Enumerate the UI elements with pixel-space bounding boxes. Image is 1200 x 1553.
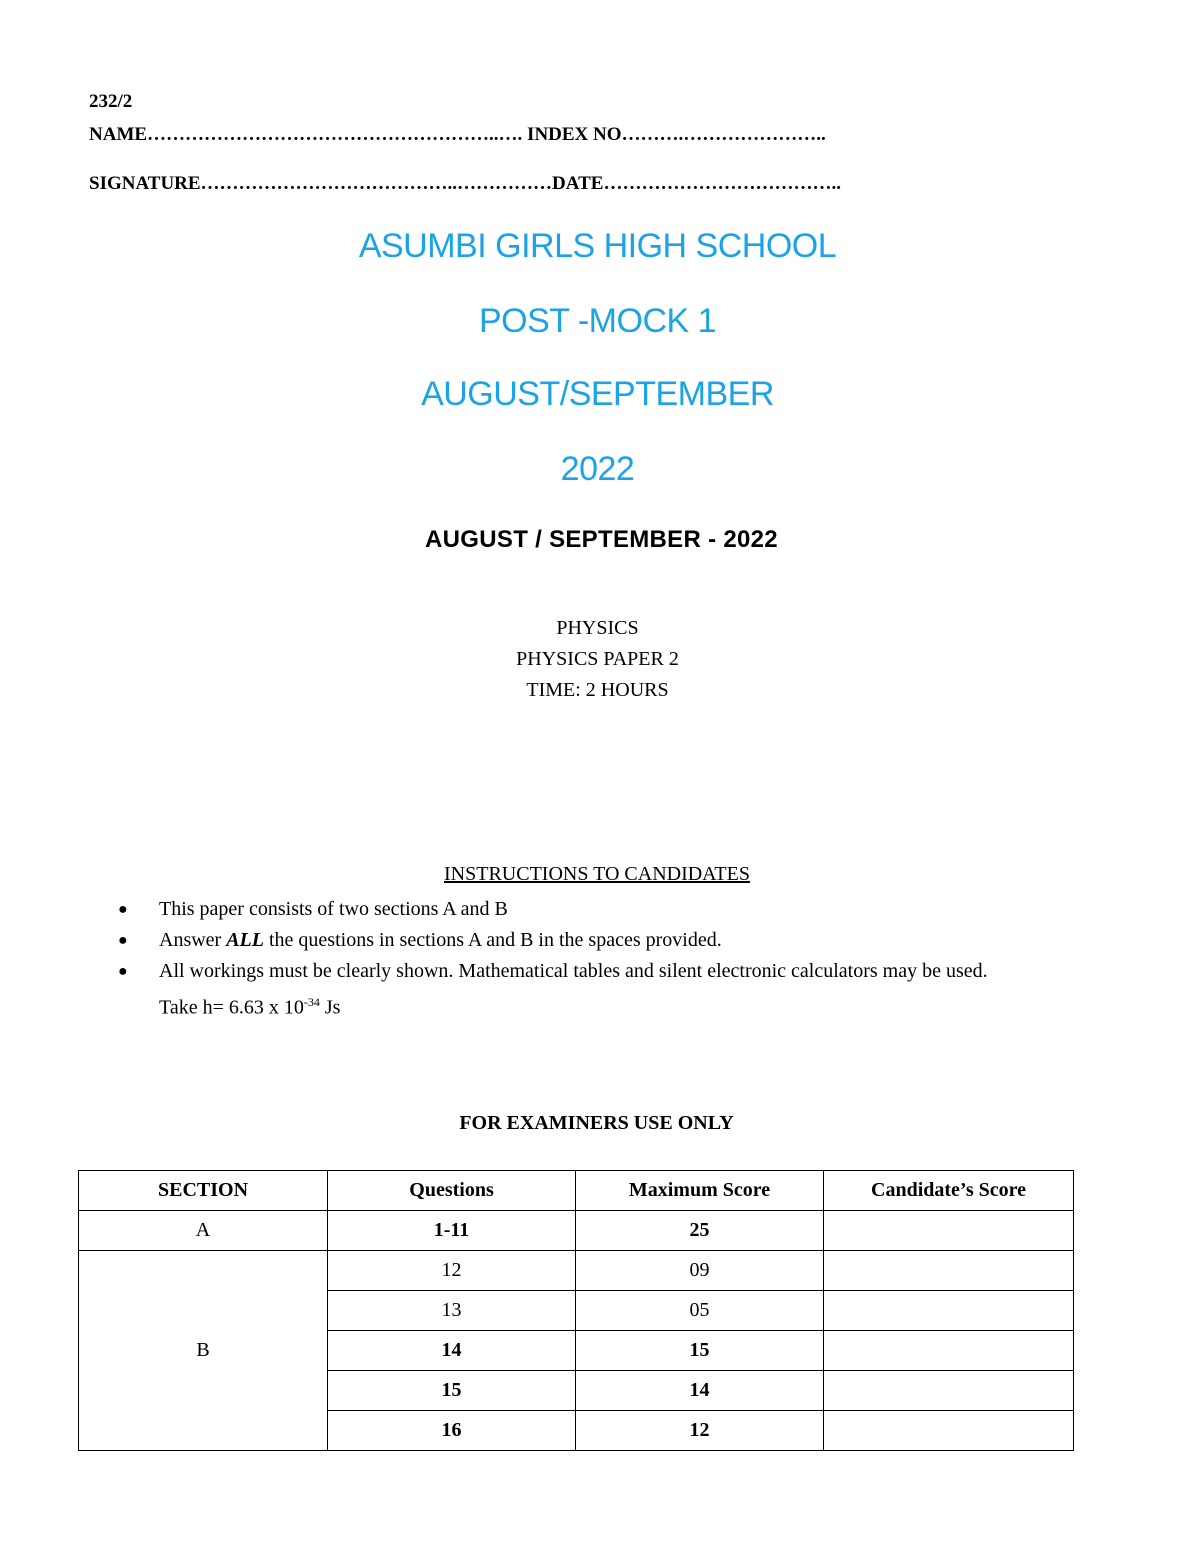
max-score-cell: 12 xyxy=(576,1411,824,1451)
candidate-score-cell[interactable] xyxy=(824,1331,1074,1371)
table-header-row xyxy=(79,1171,1074,1211)
max-score-cell: 14 xyxy=(576,1371,824,1411)
signature-date-line: SIGNATURE…………………………………..……………DATE……………………………….. xyxy=(89,173,841,194)
candidate-score-cell[interactable] xyxy=(824,1291,1074,1331)
planck-constant-note: Take h= 6.63 x $10^{-34}$ Js xyxy=(159,995,341,1019)
column-header: Candidate’s Score xyxy=(824,1171,1074,1211)
date-heading: AUGUST / SEPTEMBER - 2022 xyxy=(425,526,778,553)
exam-months: AUGUST/SEPTEMBER xyxy=(421,375,774,413)
subject-title: PHYSICS xyxy=(556,617,639,639)
instruction-item xyxy=(118,925,1108,956)
instruction-text: All workings must be clearly shown. Mathematical tables and silent electronic calculators may be used. xyxy=(159,960,988,982)
instruction-emphasis: ALL xyxy=(226,929,264,951)
section-cell: B xyxy=(79,1251,328,1451)
name-index-line: NAME………………………………………………..…. INDEX NO……….………………….. xyxy=(89,124,826,145)
questions-cell: 15 xyxy=(328,1371,576,1411)
questions-cell: 12 xyxy=(328,1251,576,1291)
time-allowed: TIME: 2 HOURS xyxy=(526,679,669,701)
questions-cell: 13 xyxy=(328,1291,576,1331)
exam-name: POST -MOCK 1 xyxy=(478,302,717,340)
paper-title: PHYSICS PAPER 2 xyxy=(516,648,679,670)
bullet-icon: ● xyxy=(118,901,128,918)
candidate-score-cell[interactable] xyxy=(824,1211,1074,1251)
section-cell: A xyxy=(79,1211,328,1251)
bullet-icon: ● xyxy=(118,932,128,949)
table-row xyxy=(79,1211,1074,1251)
questions-cell: 1-11 xyxy=(328,1211,576,1251)
table-row xyxy=(79,1251,1074,1291)
instructions-heading: INSTRUCTIONS TO CANDIDATES xyxy=(444,863,750,885)
score-table xyxy=(78,1170,1074,1451)
candidate-score-cell[interactable] xyxy=(824,1371,1074,1411)
exam-year: 2022 xyxy=(560,450,635,488)
candidate-score-cell[interactable] xyxy=(824,1411,1074,1451)
instruction-item xyxy=(118,894,1108,925)
examiners-heading: FOR EXAMINERS USE ONLY xyxy=(459,1112,734,1134)
instructions-list xyxy=(118,894,1108,1024)
instruction-text: This paper consists of two sections A and B xyxy=(159,898,508,920)
candidate-score-cell[interactable] xyxy=(824,1251,1074,1291)
max-score-cell: 09 xyxy=(576,1251,824,1291)
instruction-item xyxy=(118,956,1108,987)
max-score-cell: 05 xyxy=(576,1291,824,1331)
constant-exponent: -34 xyxy=(303,995,320,1009)
column-header: Questions xyxy=(328,1171,576,1211)
questions-cell: 16 xyxy=(328,1411,576,1451)
max-score-cell: 25 xyxy=(576,1211,824,1251)
instruction-text-pre: Answer xyxy=(159,929,227,951)
questions-cell: 14 xyxy=(328,1331,576,1371)
column-header: SECTION xyxy=(79,1171,328,1211)
school-name: ASUMBI GIRLS HIGH SCHOOL xyxy=(358,227,837,265)
column-header: Maximum Score xyxy=(576,1171,824,1211)
instruction-text-post: the questions in sections A and B in the spaces provided. xyxy=(264,929,722,951)
bullet-icon: ● xyxy=(118,963,128,980)
paper-code: 232/2 xyxy=(89,91,133,112)
max-score-cell: 15 xyxy=(576,1331,824,1371)
